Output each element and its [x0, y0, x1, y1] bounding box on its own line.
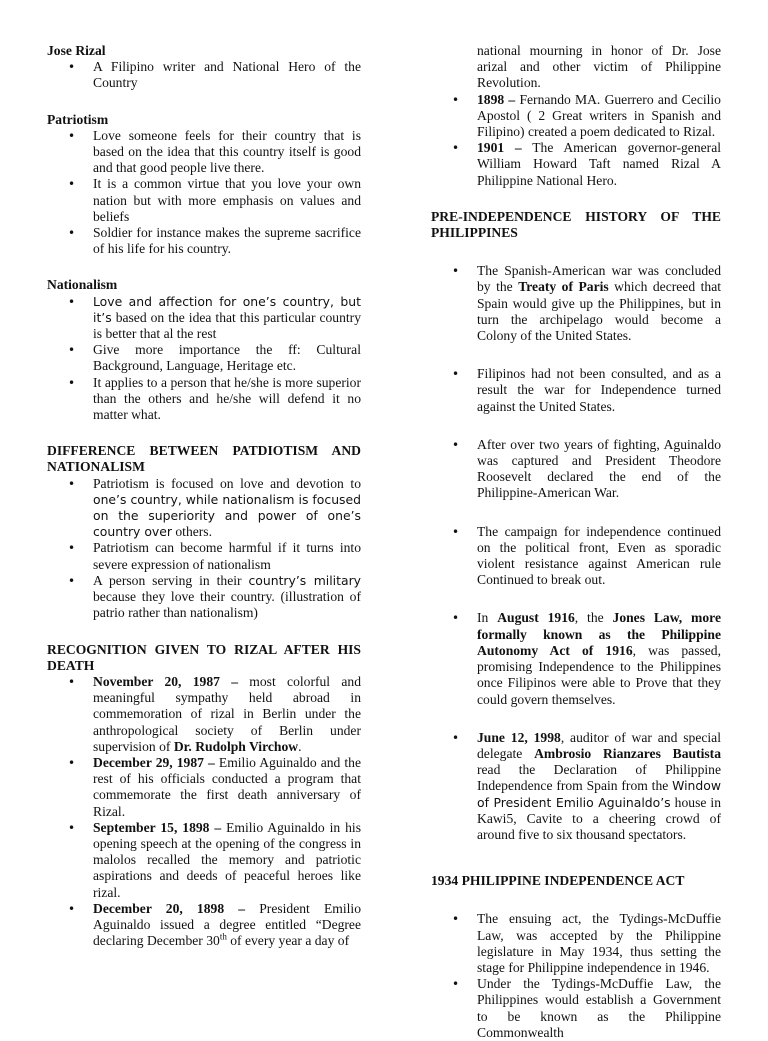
list-item: • November 20, 1987 – most colorful and meaningful sympathy held abroad in commemoration of rizal in Berlin under the anthropological society of Berlin under supervision of Dr. Rudolph Virchow. [93, 674, 361, 755]
difference-list [47, 476, 361, 622]
heading-nationalism: Nationalism [47, 277, 118, 293]
list-item: • 1901 – The American governor-general William Howard Taft named Rizal A Philippine National Hero. [477, 140, 721, 189]
patriotism-list [47, 128, 361, 258]
list-item: • It applies to a person that he/she is more superior than the others and he/she will defend it no matter what. [93, 375, 361, 424]
heading-difference: DIFFERENCE BETWEEN PATDIOTISM AND NATIONALISM [47, 443, 361, 475]
heading-recognition: RECOGNITION GIVEN TO RIZAL AFTER HIS DEATH [47, 641, 361, 673]
list-item: • It is a common virtue that you love your own nation but with more emphasis on values and beliefs [93, 176, 361, 225]
list-item: • After over two years of fighting, Aguinaldo was captured and President Theodore Roosevelt declared the end of the Philippine-American War. [477, 437, 721, 502]
list-item: • A person serving in their country’s military because they love their country. (illustration of patrio rather than nationalism) [93, 573, 361, 622]
list-item: • September 15, 1898 – Emilio Aguinaldo in his opening speech at the opening of the congress in malolos recalled the memory and patriotic aspirations and deeds of peaceful heroes like rizal. [93, 820, 361, 901]
pre-independence-list [431, 263, 721, 344]
list-item: • December 20, 1898 – President Emilio Aguinaldo issued a degree entitled “Degree declaring December 30th of every year a day of [93, 901, 361, 950]
list-item: • 1898 – Fernando MA. Guerrero and Cecilio Apostol ( 2 Great writers in Spanish and Filipino) created a poem dedicated to Rizal. [477, 92, 721, 141]
heading-patriotism: Patriotism [47, 111, 109, 127]
list-item: • The Spanish-American war was concluded by the Treaty of Paris which decreed that Spain would give up the Philippines, but in turn the archipelago would become a Colony of the United States. [477, 263, 721, 344]
list-item: • June 12, 1998, auditor of war and special delegate Ambrosio Rianzares Bautista read the Declaration of Philippine Independence from Spain from the Window of President Emilio Aguinaldo’s house in Kawi5, Cavite to a cheering crowd of around five to six thousand spectators. [477, 730, 721, 843]
nationalism-list [47, 294, 361, 424]
recognition-list-continued [431, 92, 721, 189]
left-column [47, 43, 361, 949]
list-item: • Soldier for instance makes the supreme sacrifice of his life for his country. [93, 225, 361, 257]
independence-act-list [431, 911, 721, 1041]
heading-independence-act: 1934 PHILIPPINE INDEPENDENCE ACT [431, 873, 685, 889]
list-item: • A Filipino writer and National Hero of the Country [93, 59, 361, 91]
list-item: • December 29, 1987 – Emilio Aguinaldo and the rest of his officials conducted a program that commemorate the first death anniversary of Rizal. [93, 755, 361, 820]
recognition-continuation [431, 43, 721, 92]
list-item: • Filipinos had not been consulted, and as a result the war for Independence turned against the United States. [477, 366, 721, 415]
recognition-list [47, 674, 361, 949]
heading-pre-independence: PRE-INDEPENDENCE HISTORY OF THE PHILIPPINES [431, 208, 721, 241]
jose-rizal-list [47, 59, 361, 91]
list-item: • Love someone feels for their country that is based on the idea that this country itself is good and that good people live there. [93, 128, 361, 177]
pre-independence-list-6 [431, 730, 721, 843]
pre-independence-list-4 [431, 524, 721, 589]
list-item: • Under the Tydings-McDuffie Law, the Philippines would establish a Government to be known as the Philippine Commonwealth [477, 976, 721, 1041]
pre-independence-list-2 [431, 366, 721, 415]
pre-independence-list-3 [431, 437, 721, 502]
list-item: • Love and affection for one’s country, but it’s based on the idea that this particular country is better that al the rest [93, 294, 361, 343]
list-item: • In August 1916, the Jones Law, more formally known as the Philippine Autonomy Act of 1916, was passed, promising Independence to the Philippines once Filipinos were able to Prove that they could govern themselves. [477, 610, 721, 707]
pre-independence-list-5 [431, 610, 721, 707]
heading-jose-rizal: Jose Rizal [47, 43, 106, 58]
list-item: • The campaign for independence continued on the political front, Even as sporadic violent resistance against American rule Continued to break out. [477, 524, 721, 589]
list-item: • Patriotism can become harmful if it turns into severe expression of nationalism [93, 540, 361, 572]
right-column [431, 43, 721, 1041]
list-item: • Patriotism is focused on love and devotion to one’s country, while nationalism is focused on the superiority and power of one’s country over others. [93, 476, 361, 541]
list-item: • Give more importance the ff: Cultural Background, Language, Heritage etc. [93, 342, 361, 374]
list-item-continuation: national mourning in honor of Dr. Jose arizal and other victim of Philippine Revolution. [477, 43, 721, 91]
list-item: • The ensuing act, the Tydings-McDuffie Law, was accepted by the Philippine legislature in May 1934, thus setting the stage for Philippine independence in 1946. [477, 911, 721, 976]
